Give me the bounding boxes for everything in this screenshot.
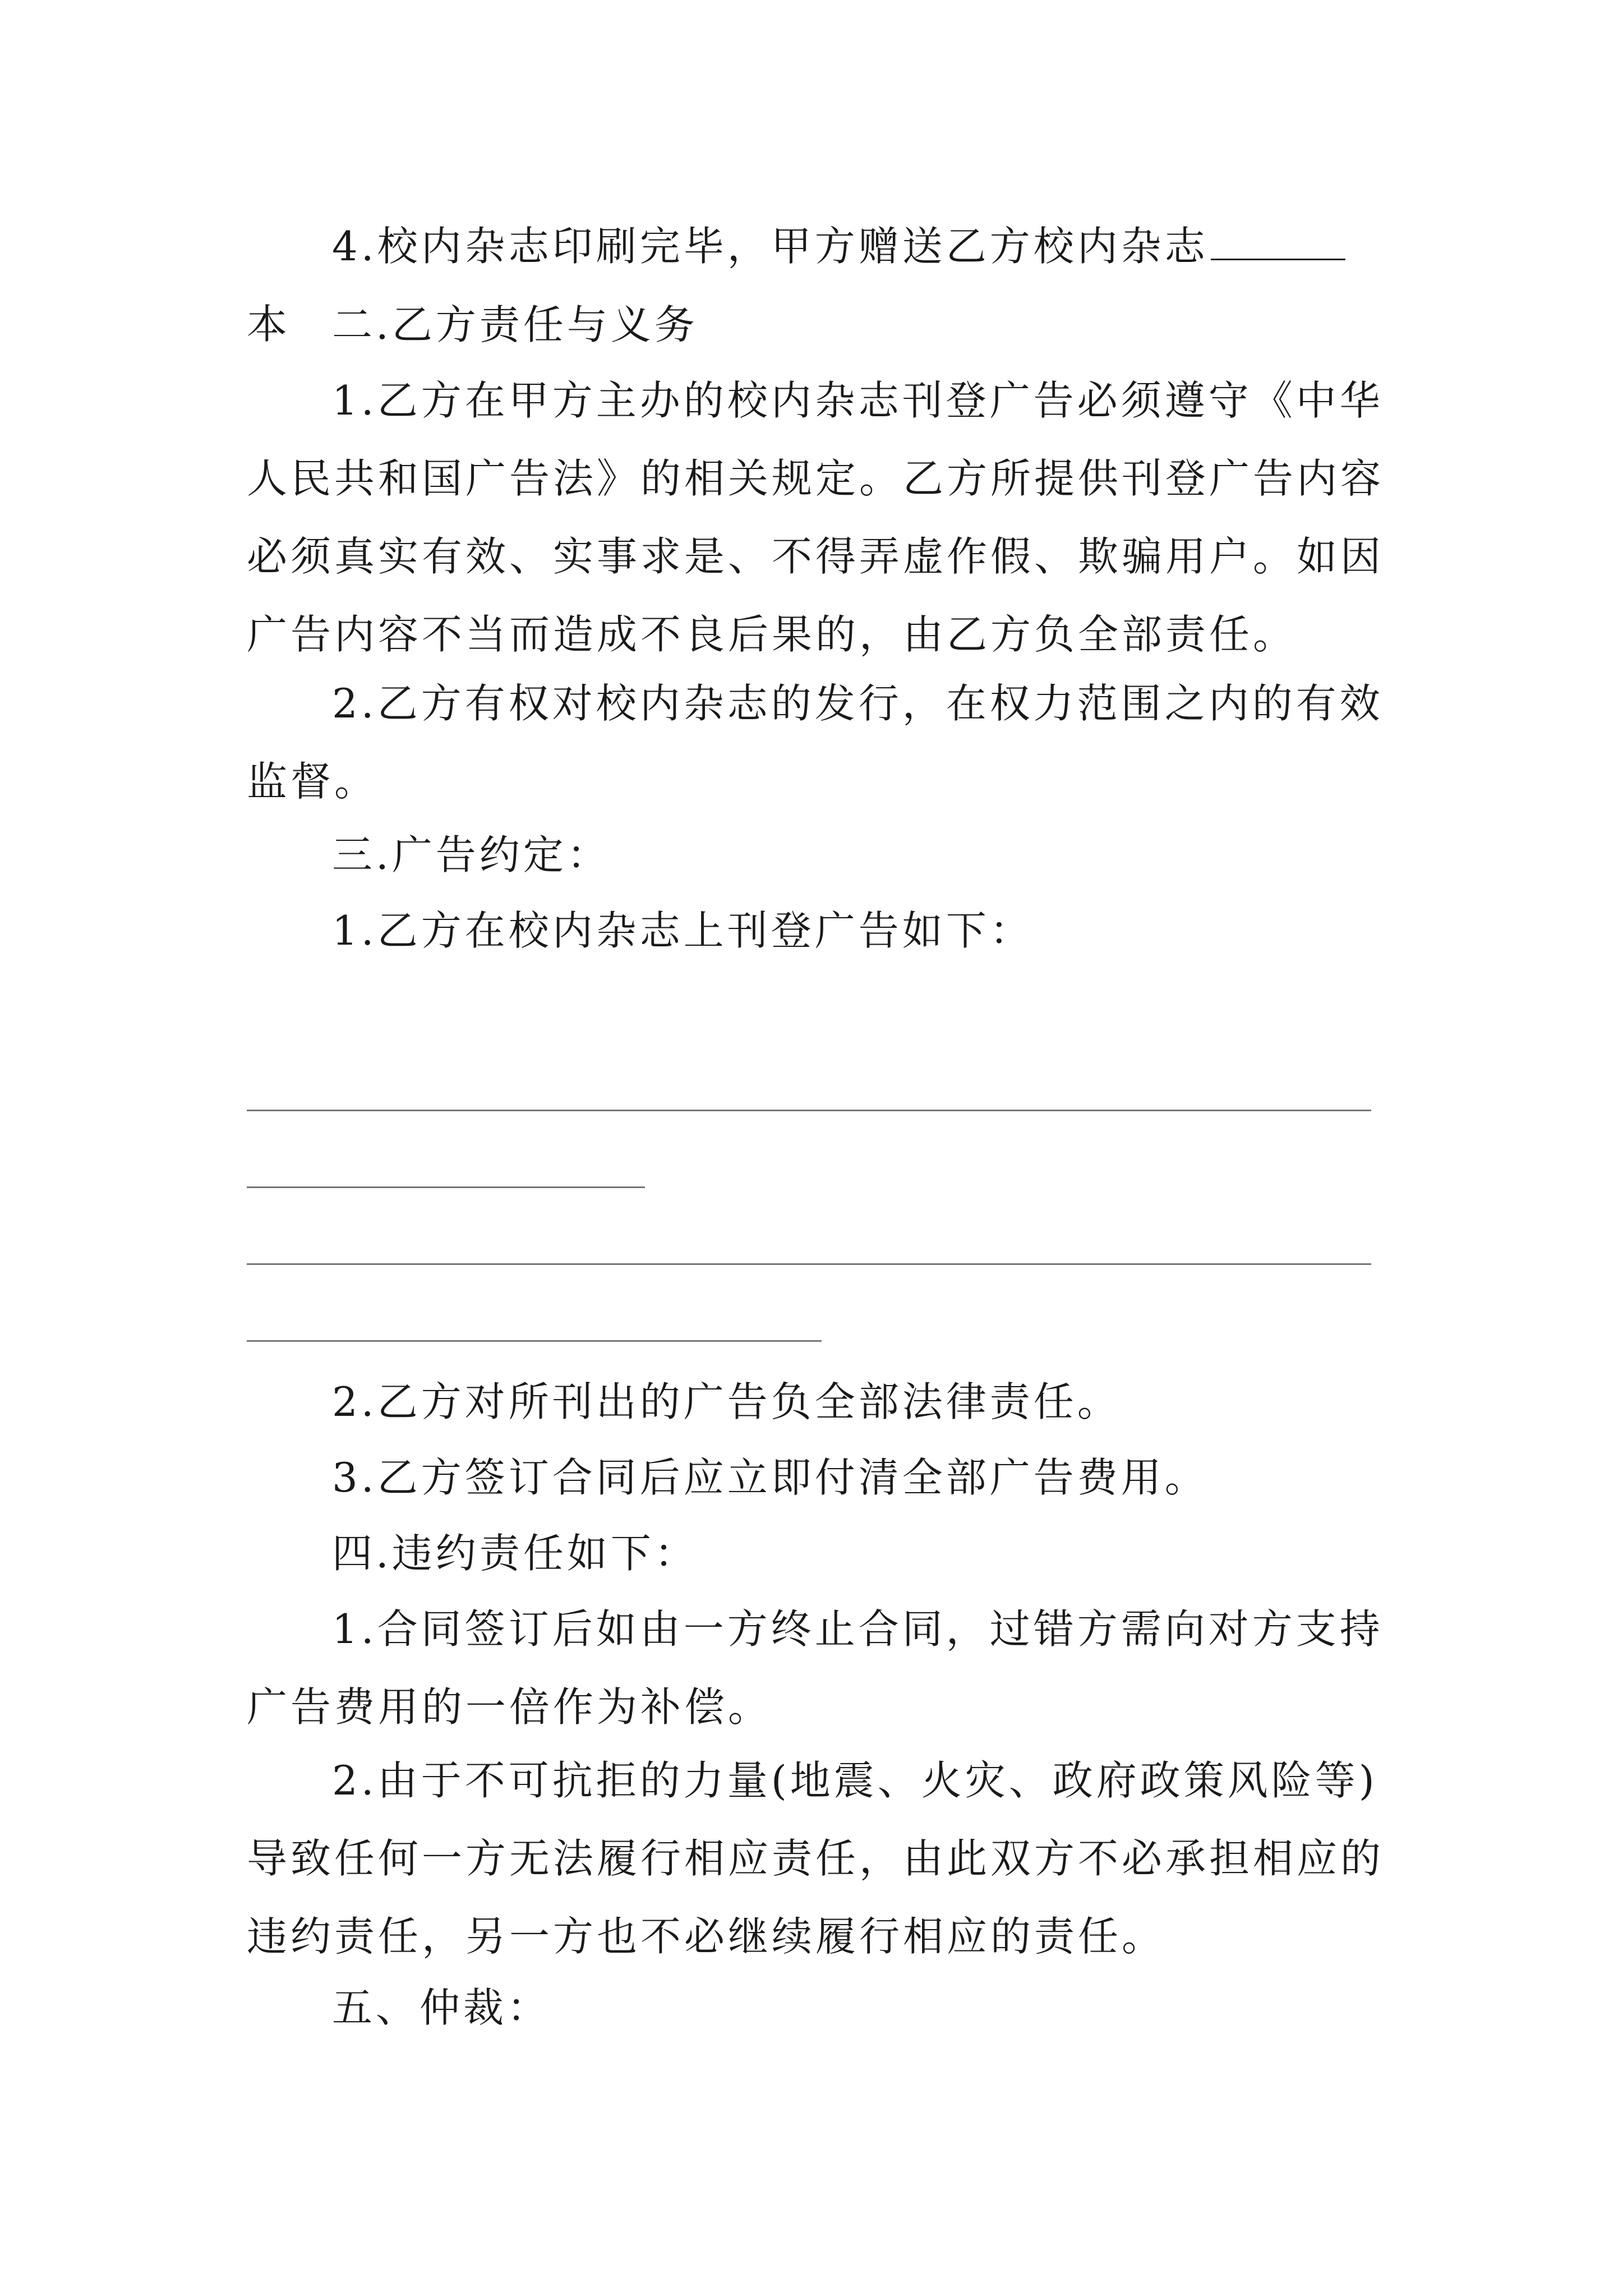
paragraph-2-1: 1.乙方在甲方主办的校内杂志刊登广告必须遵守《中华人民共和国广告法》的相关规定。乙方所提供刊登广告内容必须真实有效、实事求是、不得弄虚作假、欺骗用户。如因广告内容不当而造成不良后果的，由乙方负全部责任。 xyxy=(247,377,1385,658)
paragraph-suffix: 本 xyxy=(247,301,291,348)
section-heading-4: 四.违约责任如下： xyxy=(332,1530,698,1577)
paragraph-3-3: 3.乙方签订合同后应立即付清全部广告费用。 xyxy=(332,1454,1209,1501)
paragraph-2-2: 2.乙方有权对校内杂志的发行，在权力范围之内的有效监督。 xyxy=(247,680,1384,805)
ad-content-line-4[interactable] xyxy=(247,1340,822,1342)
ad-content-line-3[interactable] xyxy=(247,1263,1371,1265)
paragraph-text: 4.校内杂志印刷完毕，甲方赠送乙方校内杂志 xyxy=(332,223,1209,270)
fill-in-blank[interactable] xyxy=(1211,225,1345,260)
section-heading-2: 二.乙方责任与义务 xyxy=(332,301,698,348)
section-heading-5: 五、仲裁： xyxy=(332,1984,551,2031)
section-heading-3: 三.广告约定： xyxy=(332,831,611,878)
ad-content-line-1[interactable] xyxy=(247,1110,1371,1111)
paragraph-4-1: 1.合同签订后如由一方终止合同，过错方需向对方支持广告费用的一倍作为补偿。 xyxy=(247,1605,1384,1731)
paragraph-3-1: 1.乙方在校内杂志上刊登广告如下： xyxy=(332,907,1034,954)
paragraph-3-2: 2.乙方对所刊出的广告负全部法律责任。 xyxy=(332,1378,1121,1425)
ad-content-line-2[interactable] xyxy=(247,1186,645,1188)
paragraph-4-2: 2.由于不可抗拒的力量(地震、火灾、政府政策风险等)导致任何一方无法履行相应责任，由此双方不必承担相应的违约责任，另一方也不必继续履行相应的责任。 xyxy=(247,1757,1385,1960)
